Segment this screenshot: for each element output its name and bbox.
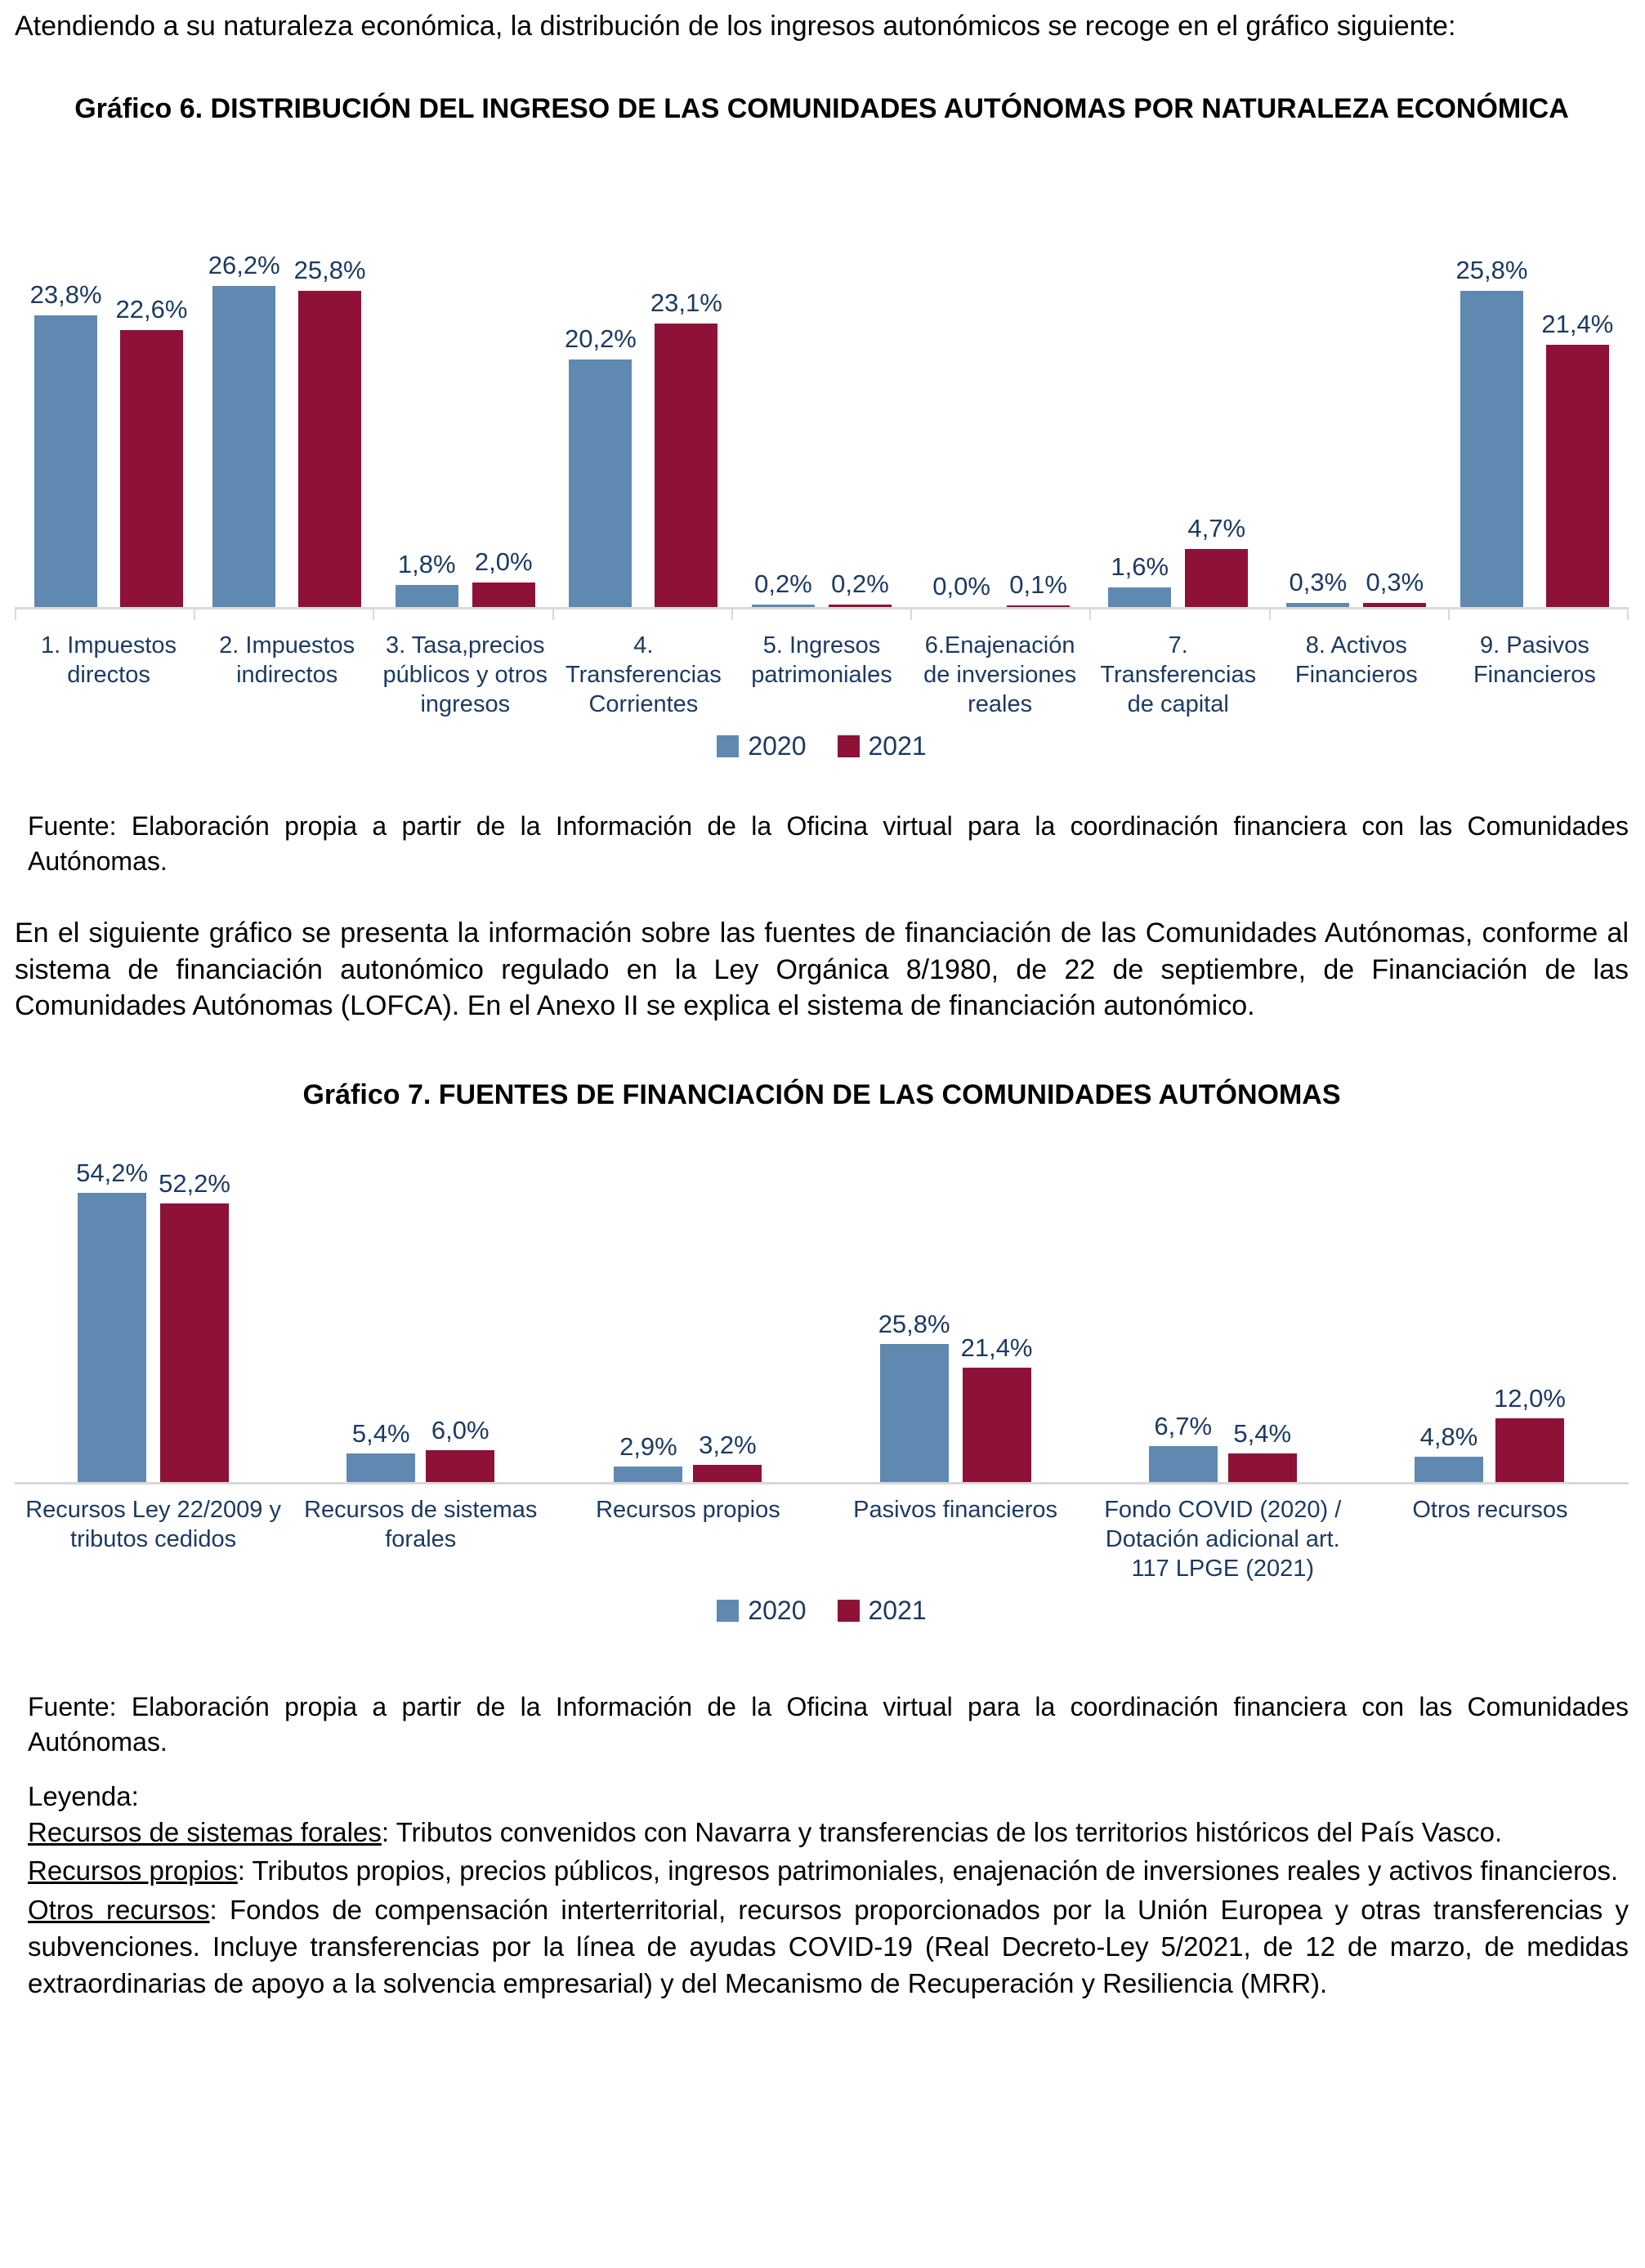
bar-group	[287, 1415, 554, 1483]
bar-2021	[1363, 603, 1426, 607]
value-label-2020: 25,8%	[1455, 256, 1528, 285]
axis-tick-cell	[373, 609, 552, 620]
bar-column-2020	[208, 250, 280, 607]
bar-column-2020	[565, 324, 637, 607]
axis-tick-cell	[194, 609, 373, 620]
value-label-2021: 21,4%	[960, 1333, 1033, 1362]
bar-2021	[1185, 549, 1248, 607]
value-label-2020: 54,2%	[76, 1158, 149, 1187]
axis-tick-cell	[731, 609, 910, 620]
bar-2021	[1228, 1453, 1297, 1482]
legend-swatch-2020	[717, 1600, 739, 1622]
bar-2021	[160, 1203, 229, 1482]
leyenda-term: Recursos propios	[28, 1855, 238, 1886]
legend-swatch-2021	[838, 1600, 860, 1622]
bar-column-2021	[961, 1333, 1033, 1483]
value-label-2020: 26,2%	[208, 251, 280, 280]
bar-2020	[78, 1193, 146, 1482]
bar-2020	[1286, 603, 1349, 607]
value-label-2020: 6,7%	[1154, 1411, 1213, 1440]
value-label-2020: 5,4%	[351, 1418, 410, 1448]
bar-column-2021	[159, 1168, 230, 1483]
value-label-2021: 0,2%	[831, 569, 889, 599]
category-label: Recursos Ley 22/2009 y tributos cedidos	[25, 1497, 281, 1553]
bar-column-2021	[1185, 513, 1248, 607]
bar-2020	[569, 359, 632, 607]
bar-column-2020	[1415, 1422, 1483, 1483]
category-label: 2. Impuestos indirectos	[219, 632, 355, 689]
bar-column-2021	[1541, 309, 1613, 607]
bar-2021	[472, 583, 535, 607]
bar-column-2020	[1108, 551, 1171, 607]
category-label: Otros recursos	[1412, 1497, 1568, 1524]
bar-group	[20, 279, 198, 607]
bar-2020	[396, 585, 458, 607]
grafico-7-category-labels	[15, 1496, 1629, 1584]
legend-item-2021	[838, 731, 927, 761]
intro-paragraph: Atendiendo a su naturaleza económica, la distribución de los ingresos autonómicos se recoge en el gráfico siguiente:	[15, 11, 1456, 42]
grafico-7-title: Gráfico 7. FUENTES DE FINANCIACIÓN DE LAS COMUNIDADES AUTÓNOMAS	[302, 1079, 1341, 1111]
category-label: 9. Pasivos Financieros	[1473, 632, 1596, 689]
bar-column-2021	[116, 294, 188, 607]
bar-2021	[1007, 605, 1070, 607]
bar-group	[732, 569, 910, 607]
category-label: 3. Tasa,precios públicos y otros ingresos	[382, 632, 548, 717]
legend-swatch-2020	[717, 735, 739, 757]
value-label-2020: 0,3%	[1289, 568, 1348, 597]
axis-tick-cell	[910, 609, 1089, 620]
bar-group	[822, 1309, 1089, 1483]
grafico-7-plot-area	[15, 1158, 1629, 1482]
bar-2020	[212, 286, 275, 607]
fuente-grafico-7: Fuente: Elaboración propia a partir de la Información de la Oficina virtual para la coordinación financiera con las Comunidades Autónomas.	[28, 1692, 1629, 1757]
bar-2021	[120, 330, 183, 607]
bar-column-2020	[396, 549, 458, 607]
bar-2020	[1108, 587, 1171, 607]
leyenda-definition: : Fondos de compensación interterritorial, recursos proporcionados por la Unión Europea y otras transferencias y subvenciones. Incluye transferencias por la línea de ayudas COVID-19 (Real Decreto-Ley 5/2021, de 12 de marzo, de medidas extraordinarias de apoyo a la solvencia empresarial) y del Mecanismo de Recuperación y Resiliencia (MRR).	[28, 1894, 1629, 1998]
bar-column-2021	[1228, 1418, 1297, 1483]
bar-2020	[1415, 1457, 1483, 1482]
bar-2021	[298, 291, 361, 607]
value-label-2020: 25,8%	[878, 1309, 950, 1338]
axis-tick-cell	[1089, 609, 1268, 620]
bar-column-2020	[30, 279, 102, 607]
axis-tick-cell	[552, 609, 731, 620]
category-label: 7. Transferencias de capital	[1100, 632, 1257, 717]
category-label: 1. Impuestos directos	[41, 632, 177, 689]
bar-group	[554, 1430, 821, 1483]
value-label-2020: 4,8%	[1419, 1422, 1478, 1451]
grafico-6-title: Gráfico 6. DISTRIBUCIÓN DEL INGRESO DE LAS COMUNIDADES AUTÓNOMAS POR NATURALEZA ECONÓMICA	[74, 92, 1569, 124]
bar-2020	[1460, 291, 1523, 607]
bar-column-2021	[294, 255, 366, 607]
bar-column-2021	[1007, 569, 1070, 607]
grafico-6-axis-ticks	[15, 609, 1629, 620]
axis-tick-cell	[1269, 609, 1448, 620]
bar-2020	[752, 605, 815, 607]
legend-label-2021: 2021	[868, 1596, 927, 1626]
value-label-2021: 22,6%	[115, 295, 188, 324]
value-label-2021: 3,2%	[699, 1430, 757, 1459]
value-label-2021: 0,1%	[1009, 570, 1067, 600]
legend-label-2020: 2020	[748, 1596, 807, 1626]
leyenda-term: Otros recursos	[28, 1894, 210, 1925]
leyenda-def-forales	[15, 1814, 1629, 1851]
value-label-2020: 1,6%	[1111, 552, 1169, 582]
value-label-2021: 23,1%	[650, 288, 722, 318]
leyenda-term: Recursos de sistemas forales	[28, 1817, 382, 1848]
value-label-2021: 5,4%	[1233, 1418, 1292, 1448]
category-label: 4. Transferencias Corrientes	[565, 632, 722, 717]
value-label-2021: 6,0%	[431, 1415, 489, 1444]
bar-2021	[426, 1450, 494, 1482]
bar-2020	[880, 1344, 949, 1482]
value-label-2020: 1,8%	[397, 550, 456, 579]
leyenda-def-propios	[15, 1852, 1629, 1889]
value-label-2021: 52,2%	[159, 1168, 230, 1198]
grafico-7-chart	[15, 1158, 1629, 1626]
bar-column-2021	[472, 547, 535, 607]
bar-column-2020	[878, 1309, 950, 1483]
grafico-6-category-labels	[15, 632, 1629, 720]
bar-group	[1089, 1411, 1357, 1483]
value-label-2020: 20,2%	[564, 324, 637, 354]
category-label: Recursos de sistemas forales	[304, 1497, 538, 1553]
bar-2021	[693, 1465, 762, 1482]
middle-paragraph: En el siguiente gráfico se presenta la información sobre las fuentes de financiación de las Comunidades Autónomas, conforme al sistema de financiación autonómico regulado en la Ley Orgánica 8/1980, de 22 de septiembre, de Financiación de las Comunidades Autónomas (LOFCA). En el Anexo II se explica el sistema de financiación autonómico.	[15, 917, 1629, 1022]
value-label-2021: 0,3%	[1366, 568, 1424, 597]
bar-group	[911, 569, 1089, 607]
category-label: 5. Ingresos patrimoniales	[751, 632, 892, 689]
bar-column-2021	[1363, 567, 1426, 607]
bar-group	[198, 250, 376, 607]
bar-2021	[1495, 1418, 1564, 1482]
leyenda-definition: : Tributos propios, precios públicos, ingresos patrimoniales, enajenación de inversiones reales y activos financieros.	[237, 1855, 1619, 1886]
bar-2020	[1149, 1446, 1218, 1482]
bar-2021	[829, 605, 892, 607]
bar-group	[554, 288, 732, 607]
bar-column-2020	[346, 1418, 415, 1483]
bar-column-2021	[650, 288, 722, 607]
value-label-2021: 2,0%	[474, 547, 533, 577]
bar-column-2020	[614, 1431, 682, 1483]
bar-group	[1267, 567, 1446, 607]
bar-2020	[346, 1453, 415, 1482]
bar-column-2021	[829, 569, 892, 607]
legend-item-2020	[717, 1596, 806, 1626]
leyenda-heading: Leyenda:	[28, 1781, 139, 1812]
bar-group	[20, 1158, 287, 1483]
grafico-7-legend	[15, 1596, 1629, 1626]
value-label-2021: 4,7%	[1187, 514, 1246, 543]
legend-swatch-2021	[838, 735, 860, 757]
legend-label-2020: 2020	[748, 730, 807, 761]
value-label-2020: 0,2%	[754, 569, 812, 599]
value-label-2020: 23,8%	[29, 280, 102, 310]
bar-column-2021	[1494, 1383, 1566, 1483]
category-label: Fondo COVID (2020) / Dotación adicional art. 117 LPGE (2021)	[1104, 1497, 1342, 1583]
value-label-2020: 0,0%	[932, 572, 990, 601]
bar-group	[1089, 513, 1267, 607]
bar-column-2021	[426, 1415, 494, 1483]
leyenda-definition: : Tributos convenidos con Navarra y transferencias de los territorios históricos del País Vasco.	[381, 1817, 1503, 1848]
value-label-2021: 25,8%	[293, 256, 366, 285]
axis-tick-cell	[1448, 609, 1629, 620]
bar-column-2020	[1456, 255, 1528, 607]
value-label-2020: 2,9%	[619, 1431, 677, 1461]
bar-group	[1446, 255, 1624, 607]
bar-column-2020	[76, 1158, 148, 1483]
value-label-2021: 12,0%	[1493, 1383, 1566, 1413]
axis-tick-cell	[15, 609, 194, 620]
grafico-6-plot-area	[15, 239, 1629, 607]
category-label: Pasivos financieros	[853, 1497, 1058, 1524]
bar-column-2020	[752, 569, 815, 607]
grafico-6-chart	[15, 239, 1629, 761]
grafico-7-x-axis	[15, 1482, 1629, 1484]
legend-label-2021: 2021	[868, 730, 927, 761]
category-label: Recursos propios	[596, 1497, 780, 1524]
bar-2021	[655, 324, 717, 607]
bar-group	[376, 547, 554, 607]
bar-2020	[34, 315, 97, 607]
bar-column-2020	[1286, 567, 1349, 607]
bar-2021	[963, 1368, 1031, 1482]
grafico-6-legend	[15, 731, 1629, 761]
legend-item-2020	[717, 731, 806, 761]
legend-item-2021	[838, 1596, 927, 1626]
category-label: 8. Activos Financieros	[1294, 632, 1418, 689]
bar-2021	[1546, 345, 1609, 607]
bar-column-2020	[930, 571, 993, 607]
bar-group	[1357, 1383, 1624, 1483]
bar-2020	[614, 1467, 682, 1482]
fuente-grafico-6: Fuente: Elaboración propia a partir de la Información de la Oficina virtual para la coordinación financiera con las Comunidades Autónomas.	[28, 810, 1629, 876]
category-label: 6.Enajenación de inversiones reales	[923, 632, 1077, 717]
bar-column-2021	[693, 1430, 762, 1483]
value-label-2021: 21,4%	[1541, 310, 1614, 339]
bar-column-2020	[1149, 1411, 1218, 1483]
leyenda-def-otros	[15, 1891, 1629, 2002]
